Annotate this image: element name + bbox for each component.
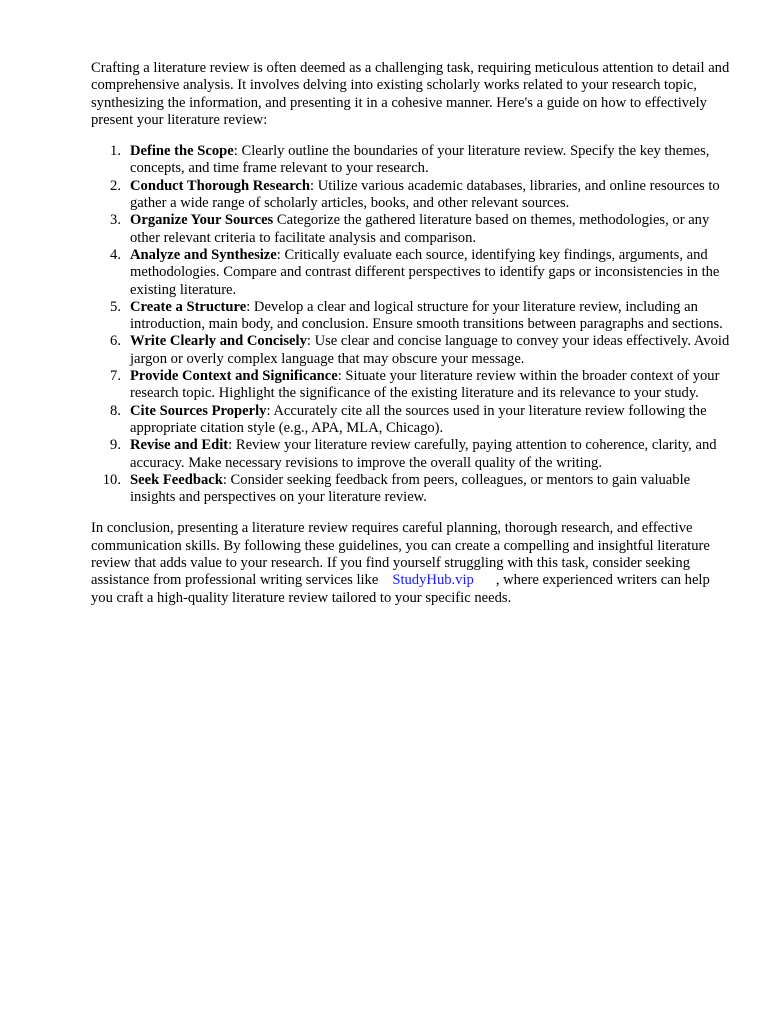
list-item-title: Provide Context and Significance [130,368,338,385]
list-item [91,178,731,213]
list-item-number: 9. [110,437,121,454]
list-item-text: Clearly outline the boundaries of your literature review. Specify the key themes, concepts, and time frame relevant to your research. [130,143,710,177]
list-item-text: Situate your literature review within the broader context of your research topic. Highlight the significance of the existing literature and its relevance to your study. [130,368,720,402]
list-item-text: Review your literature review carefully, paying attention to coherence, clarity, and accuracy. Make necessary revisions to improve the overall quality of the writing. [130,437,717,471]
list-item-number: 10. [102,471,121,488]
list-item-text: Develop a clear and logical structure for your literature review, including an introduction, main body, and conclusion. Ensure smooth transitions between paragraphs and sections. [130,298,723,333]
list-item [91,437,731,472]
list-item-text: Categorize the gathered literature based on themes, methodologies, or any other relevant criteria to facilitate analysis and comparison. [130,212,710,246]
list-item-title: Cite Sources Properly [130,402,267,419]
list-item-title: Organize Your Sources [130,212,274,229]
list-item-number: 4. [110,246,121,263]
intro-paragraph: Crafting a literature review is often deemed as a challenging task, requiring meticulous attention to detail and comprehensive analysis. It involves delving into existing scholarly works related to your research topic, synthesizing the information, and presenting it in a cohesive manner. Here's a guide on how to effectively present your literature review: [91,60,730,128]
list-item-separator: : [233,143,238,160]
conclusion-text-after: , where experienced writers can help you craft a high-quality literature review tailored to your specific needs. [91,572,710,606]
list-item-title: Write Clearly and Concisely [130,333,307,350]
studyhub-link[interactable]: StudyHub.vip [392,572,474,589]
list-item [91,212,731,247]
conclusion-paragraph [91,520,731,606]
list-item-number: 2. [110,177,121,194]
list-item-number: 6. [110,333,121,350]
list-item-separator: : [228,437,233,454]
list-item [91,247,731,299]
list-item-number: 5. [110,298,121,315]
list-item [91,368,731,403]
list-item [91,403,731,438]
list-item-text: Accurately cite all the sources used in your literature review following the appropriate citation style (e.g., APA, MLA, Chicago). [130,402,707,436]
list-item-separator: : [337,368,342,385]
list-item [91,299,731,334]
list-item-separator: : [266,402,271,419]
list-item-title: Analyze and Synthesize [130,246,277,263]
list-item-separator: : [306,333,311,350]
list-item-title: Create a Structure [130,298,247,315]
document-page [91,60,731,607]
list-item-title: Define the Scope [130,143,234,160]
list-item-number: 3. [110,212,121,229]
list-item-number: 7. [110,368,121,385]
list-item-separator: : [276,246,281,263]
conclusion-text-before: In conclusion, presenting a literature review requires careful planning, thorough research, and effective communication skills. By following these guidelines, you can create a compelling and insightful literature review that adds value to your research. If you find yourself struggling with this task, consider seeking assistance from professional writing services like [91,520,710,589]
list-item-separator: : [310,177,315,194]
list-item-title: Revise and Edit [130,437,229,454]
list-item [91,143,731,178]
list-item [91,472,731,507]
list-item-separator: : [246,298,251,315]
list-item-number: 1. [110,143,121,160]
list-item-text: Utilize various academic databases, libraries, and online resources to gather a wide range of scholarly articles, books, and other relevant sources. [130,177,720,212]
list-item-text: Critically evaluate each source, identifying key findings, arguments, and methodologies. Compare and contrast different perspectives to identify gaps or inconsistencies in the existing literature. [130,246,720,298]
list-item-text: Consider seeking feedback from peers, colleagues, or mentors to gain valuable insights and perspectives on your literature review. [130,471,691,506]
list-item [91,333,731,368]
steps-list [91,143,731,506]
list-item-text: Use clear and concise language to convey your ideas effectively. Avoid jargon or overly complex language that may obscure your message. [130,333,730,367]
list-item-title: Conduct Thorough Research [130,177,311,194]
list-item-number: 8. [110,402,121,419]
list-item-title: Seek Feedback [130,471,223,488]
list-item-separator: : [222,471,227,488]
